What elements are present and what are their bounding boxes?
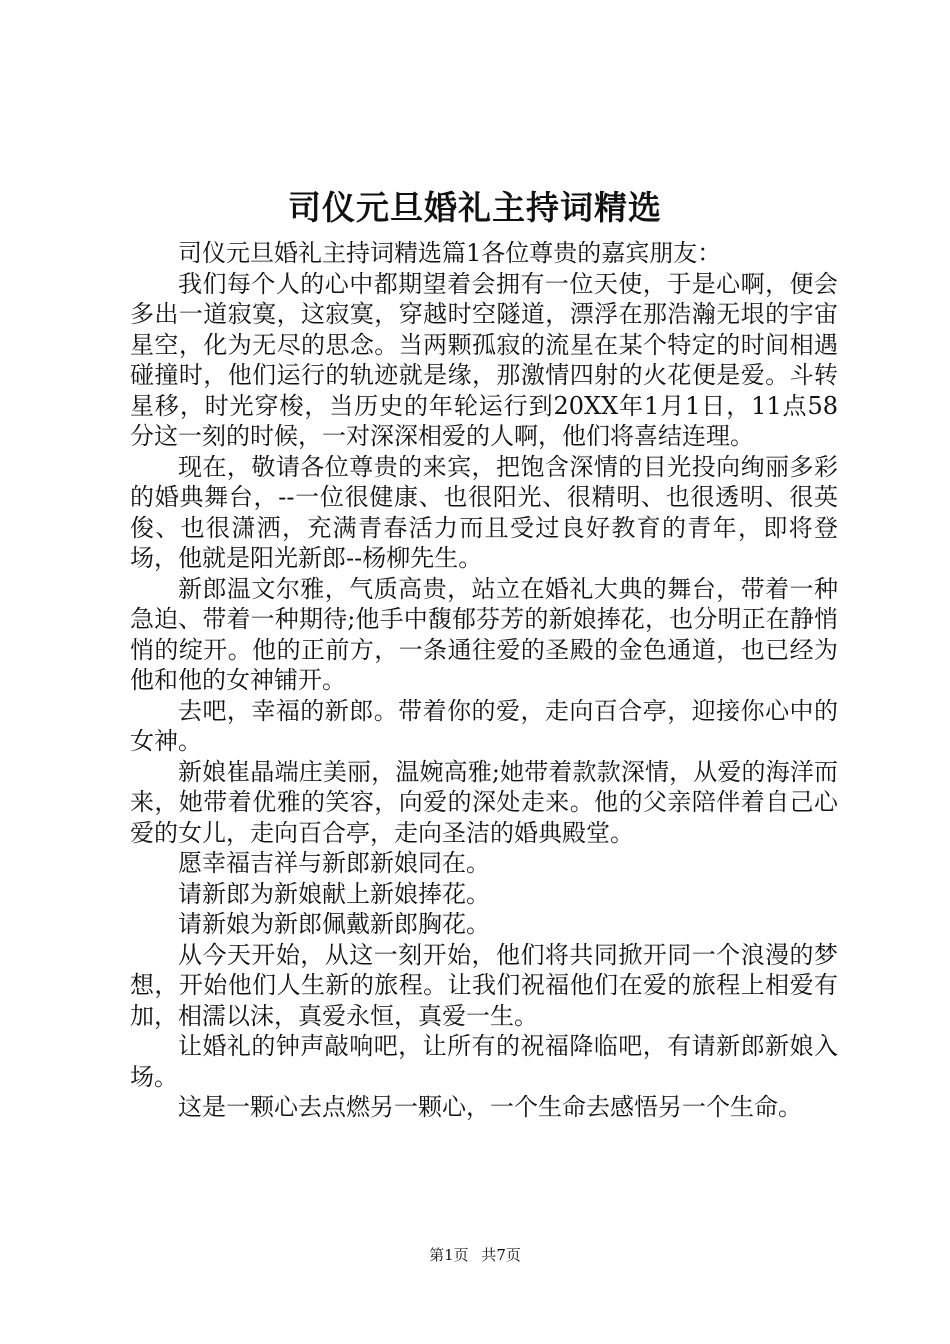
page-footer xyxy=(0,1244,950,1266)
paragraph: 请新娘为新郎佩戴新郎胸花。 xyxy=(178,910,490,938)
paragraph: 请新郎为新娘献上新娘捧花。 xyxy=(178,879,490,908)
page-number: 第1页 xyxy=(429,1246,469,1264)
paragraph: 愿幸福吉祥与新郎新娘同在。 xyxy=(178,849,490,877)
paragraph: 新娘崔晶端庄美丽，温婉高雅;她带着款款深情，从爱的海洋而来，她带着优雅的笑容，向爱的深处走来。他的父亲陪伴着自己心爱的女儿，走向百合亭，走向圣洁的婚典殿堂。 xyxy=(130,757,838,847)
document-body xyxy=(130,238,838,1123)
paragraph: 现在，敬请各位尊贵的来宾，把饱含深情的目光投向绚丽多彩的婚典舞台，--一位很健康、也很阳光、很精明、也很透明、很英俊、也很潇洒，充满青春活力而且受过良好教育的青年，即将登场，他就是阳光新郎--杨柳先生。 xyxy=(130,452,838,572)
paragraph: 我们每个人的心中都期望着会拥有一位天使，于是心啊，便会多出一道寂寞，这寂寞，穿越时空隧道，漂浮在那浩瀚无垠的宇宙星空，化为无尽的思念。当两颗孤寂的流星在某个特定的时间相遇碰撞时，他们运行的轨迹就是缘，那激情四射的火花便是爱。斗转星移，时光穿梭，当历史的年轮运行到20XX年1月1日，11点58分这一刻的时候，一对深深相爱的人啊，他们将喜结连理。 xyxy=(130,269,838,450)
paragraph: 让婚礼的钟声敲响吧，让所有的祝福降临吧，有请新郎新娘入场。 xyxy=(130,1032,838,1091)
paragraph: 从今天开始，从这一刻开始，他们将共同掀开同一个浪漫的梦想，开始他们人生新的旅程。让我们祝福他们在爱的旅程上相爱有加，相濡以沫，真爱永恒，真爱一生。 xyxy=(130,940,838,1030)
paragraph: 去吧，幸福的新郎。带着你的爱，走向百合亭，迎接你心中的女神。 xyxy=(130,696,838,755)
paragraph: 这是一颗心去点燃另一颗心，一个生命去感悟另一个生命。 xyxy=(178,1093,802,1121)
paragraph-intro: 司仪元旦婚礼主持词精选篇1各位尊贵的嘉宾朋友： xyxy=(178,239,722,267)
paragraph: 新郎温文尔雅，气质高贵，站立在婚礼大典的舞台，带着一种急迫、带着一种期待;他手中馥郁芬芳的新娘捧花，也分明正在静悄悄的绽开。他的正前方，一条通往爱的圣殿的金色通道，也已经为他和他的女神铺开。 xyxy=(130,574,838,694)
document-title: 司仪元旦婚礼主持词精选 xyxy=(288,188,662,227)
page-total: 共7页 xyxy=(481,1246,521,1264)
